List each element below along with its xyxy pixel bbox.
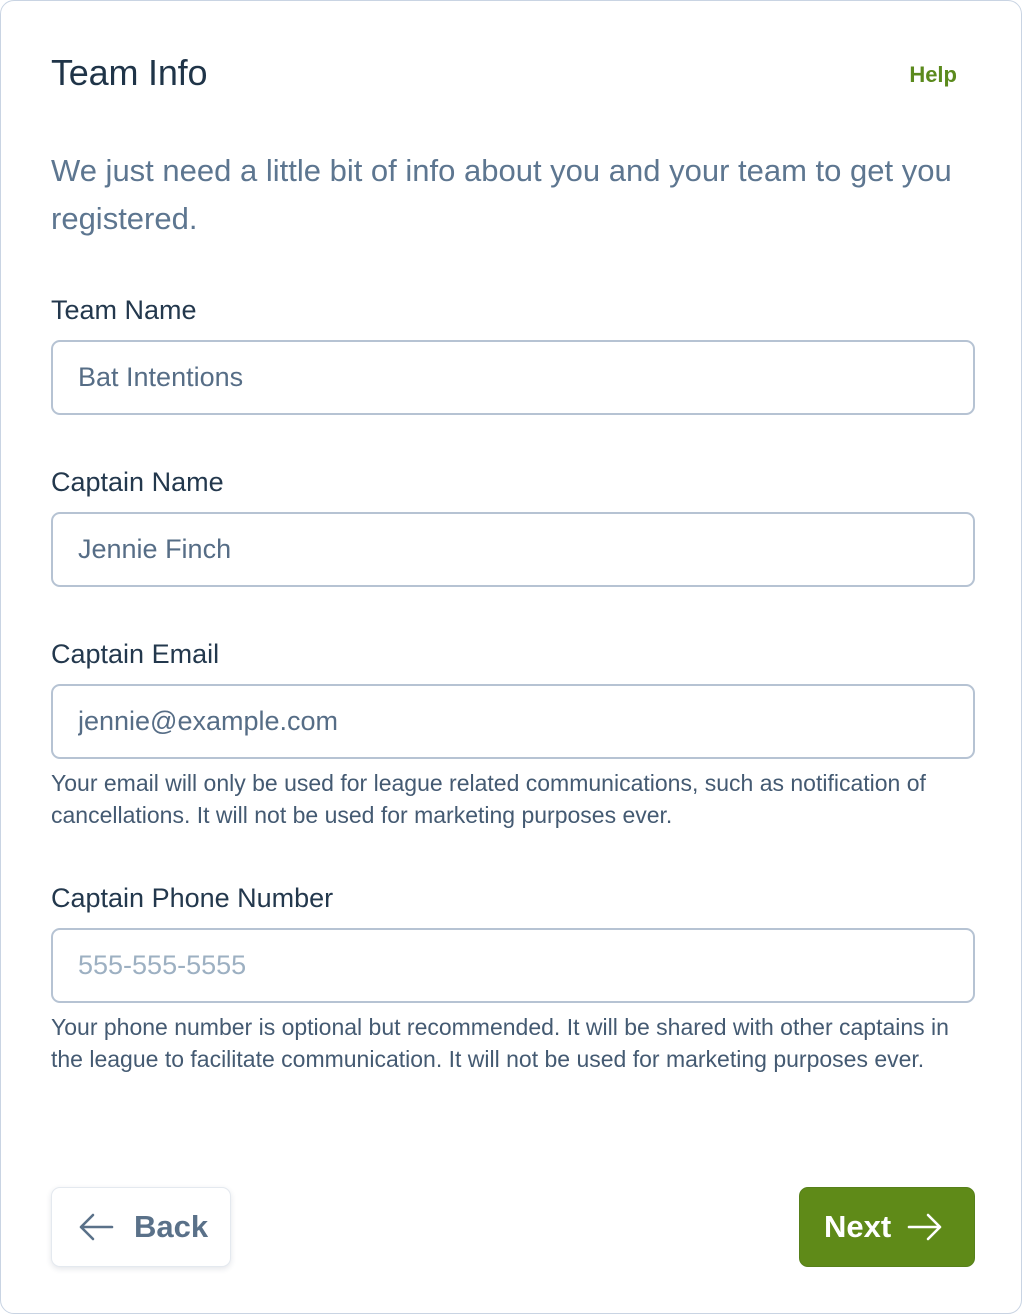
next-button-label: Next — [824, 1209, 892, 1244]
back-button[interactable] — [51, 1187, 231, 1267]
team-name-input[interactable] — [51, 340, 975, 415]
captain-phone-label: Captain Phone Number — [51, 883, 334, 913]
captain-phone-input[interactable] — [51, 928, 975, 1003]
captain-email-hint: Your email will only be used for league related communications, such as notification of cancellations. It will not be used for marketing purposes ever. — [51, 770, 926, 828]
captain-name-label: Captain Name — [51, 467, 224, 497]
captain-email-input[interactable] — [51, 684, 975, 759]
captain-email-label: Captain Email — [51, 639, 220, 669]
arrow-right-icon — [907, 1212, 943, 1242]
captain-phone-hint: Your phone number is optional but recommended. It will be shared with other captains in the league to facilitate communication. It will not be used for marketing purposes ever. — [51, 1014, 949, 1072]
captain-name-input[interactable] — [51, 512, 975, 587]
page-title: Team Info — [51, 52, 208, 93]
team-name-label: Team Name — [51, 295, 197, 325]
back-button-label: Back — [134, 1209, 209, 1244]
arrow-left-icon — [78, 1212, 114, 1242]
help-link[interactable]: Help — [909, 62, 957, 87]
intro-text: We just need a little bit of info about you and your team to get you registered. — [51, 153, 952, 236]
next-button[interactable] — [799, 1187, 975, 1267]
